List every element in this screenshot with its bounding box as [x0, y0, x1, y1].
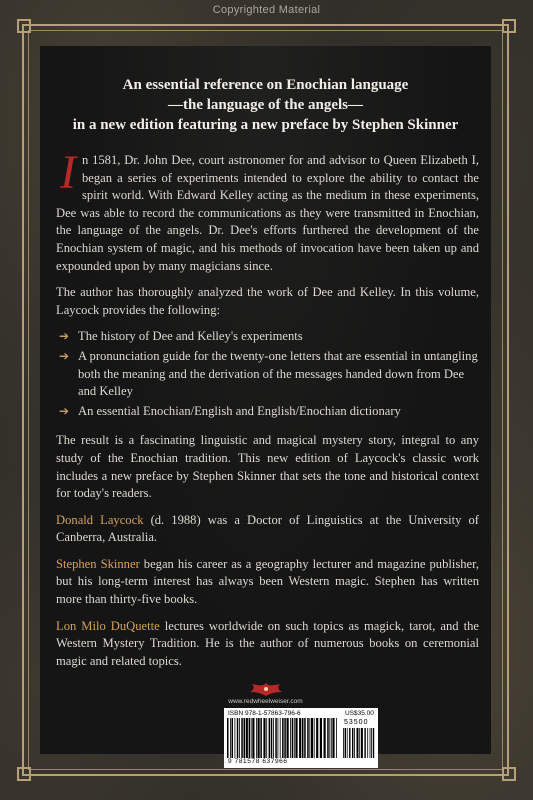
- intro-text: n 1581, Dr. John Dee, court astronomer for and advisor to Queen Elizabeth I, began a series of experiments intended to explore the ability to contact the spirit world. With Edward Kelley acting as the medium in these experiments, Dee was able to record the communications as they were transmitted in Enochian, the language of the angels. Dr. Dee's efforts furthered the development of the Enochian system of magic, and his methods of invocation have been taken up and expounded upon by many magicians since.: [56, 153, 479, 273]
- frame-corner-br: [502, 767, 516, 781]
- headline: [40, 75, 491, 135]
- arrow-bullet-icon: ➔: [59, 329, 70, 344]
- author-analysis-paragraph: The author has thoroughly analyzed the work of Dee and Kelley. In this volume, Laycock provides the following:: [56, 285, 479, 317]
- bio-name: Donald Laycock: [56, 512, 144, 527]
- barcode-digits: 9 781578 637966: [228, 758, 288, 765]
- list-item: ➔ An essential Enochian/English and English/Enochian dictionary: [56, 403, 479, 421]
- headline-line-1: An essential reference on Enochian language: [122, 77, 409, 93]
- contents-list: [56, 328, 479, 420]
- frame-corner-bl: [17, 767, 31, 781]
- headline-line-3: in a new edition featuring a new preface by Stephen Skinner: [72, 117, 459, 133]
- arrow-bullet-icon: ➔: [59, 403, 70, 418]
- frame-corner-tl: [17, 19, 31, 33]
- list-item: ➔ The history of Dee and Kelley's experiments: [56, 328, 479, 346]
- bio-laycock: Donald Laycock (d. 1988) was a Doctor of Linguistics at the University of Canberra, Australia.: [56, 512, 479, 545]
- bio-name: Lon Milo DuQuette: [56, 618, 160, 633]
- arrow-bullet-icon: ➔: [59, 348, 70, 363]
- headline-line-2: —the language of the angels—: [168, 97, 363, 113]
- description-body: [56, 146, 479, 679]
- list-item: ➔ A pronunciation guide for the twenty-one letters that are essential in untangling both the meaning and the derivation of the messages handed down from Dee and Kelley: [59, 348, 478, 399]
- bio-duquette: Lon Milo DuQuette lectures worldwide on such topics as magick, tarot, and the Western Mystery Tradition. He is the author of numerous books on ceremonial magic and related topics.: [56, 618, 479, 668]
- publisher-url: www.redwheelweiser.com: [228, 698, 303, 705]
- summary-paragraph: The result is a fascinating linguistic and magical mystery story, integral to any study of the Enochian tradition. This new edition of Laycock's classic work includes a new preface by Stephen Skinner that sets the tone and historical context for today's readers.: [56, 433, 479, 501]
- price-addon-code: 53500: [344, 719, 369, 726]
- bio-name: Stephen Skinner: [56, 556, 140, 571]
- frame-corner-tr: [502, 19, 516, 33]
- isbn-number: ISBN 978-1-57863-796-6: [228, 710, 301, 717]
- copyright-watermark: Copyrighted Material: [212, 4, 321, 16]
- drop-cap: I: [60, 146, 76, 199]
- price-label: US$35.00: [345, 710, 374, 717]
- intro-paragraph: [56, 146, 479, 275]
- publisher-logo-icon: [246, 681, 286, 697]
- bio-skinner: Stephen Skinner began his career as a geography lecturer and magazine publisher, but his long-term interest has always been Western magic. Stephen has written more than thirty-five books.: [56, 556, 479, 607]
